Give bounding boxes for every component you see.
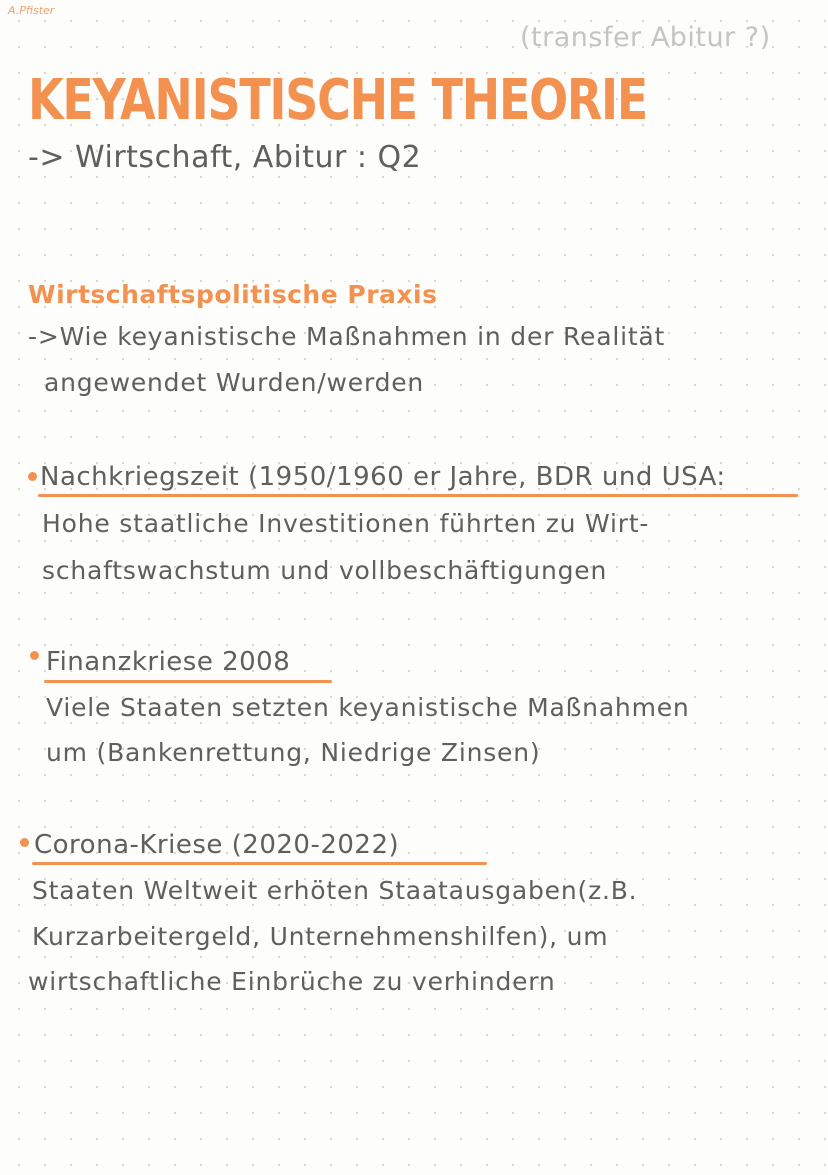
item-line: schaftswachstum und vollbeschäftigungen bbox=[42, 556, 608, 585]
item-heading-underline bbox=[44, 680, 332, 683]
item-heading-underline bbox=[38, 494, 798, 497]
item-heading-corona-crisis: Corona-Kriese (2020-2022) bbox=[34, 830, 400, 860]
intro-line-2: angewendet Wurden/werden bbox=[44, 368, 425, 397]
page-title: KEYANISTISCHE THEORIE bbox=[28, 68, 648, 133]
transfer-tag: (transfer Abitur ?) bbox=[520, 22, 771, 53]
item-heading-financial-crisis: Finanzkriese 2008 bbox=[46, 647, 291, 677]
bullet-dot bbox=[28, 472, 37, 481]
bullet-dot bbox=[30, 651, 39, 660]
bullet-dot bbox=[20, 838, 29, 847]
item-line: Staaten Weltweit erhöten Staatausgaben(z.B. bbox=[32, 876, 638, 905]
section-heading: Wirtschaftspolitische Praxis bbox=[28, 280, 438, 309]
intro-line-1: ->Wie keyanistische Maßnahmen in der Realität bbox=[28, 322, 666, 351]
subject-line: -> Wirtschaft, Abitur : Q2 bbox=[28, 140, 422, 175]
author-signature: A.Pfister bbox=[8, 4, 55, 17]
item-heading-underline bbox=[32, 862, 487, 865]
item-line: wirtschaftliche Einbrüche zu verhindern bbox=[28, 967, 556, 996]
item-heading-postwar: Nachkriegszeit (1950/1960 er Jahre, BDR und USA: bbox=[40, 462, 726, 492]
item-line: um (Bankenrettung, Niedrige Zinsen) bbox=[46, 738, 541, 767]
item-line: Hohe staatliche Investitionen führten zu Wirt- bbox=[42, 509, 650, 538]
item-line: Kurzarbeitergeld, Unternehmenshilfen), um bbox=[32, 922, 609, 951]
item-line: Viele Staaten setzten keyanistische Maßnahmen bbox=[46, 693, 690, 722]
